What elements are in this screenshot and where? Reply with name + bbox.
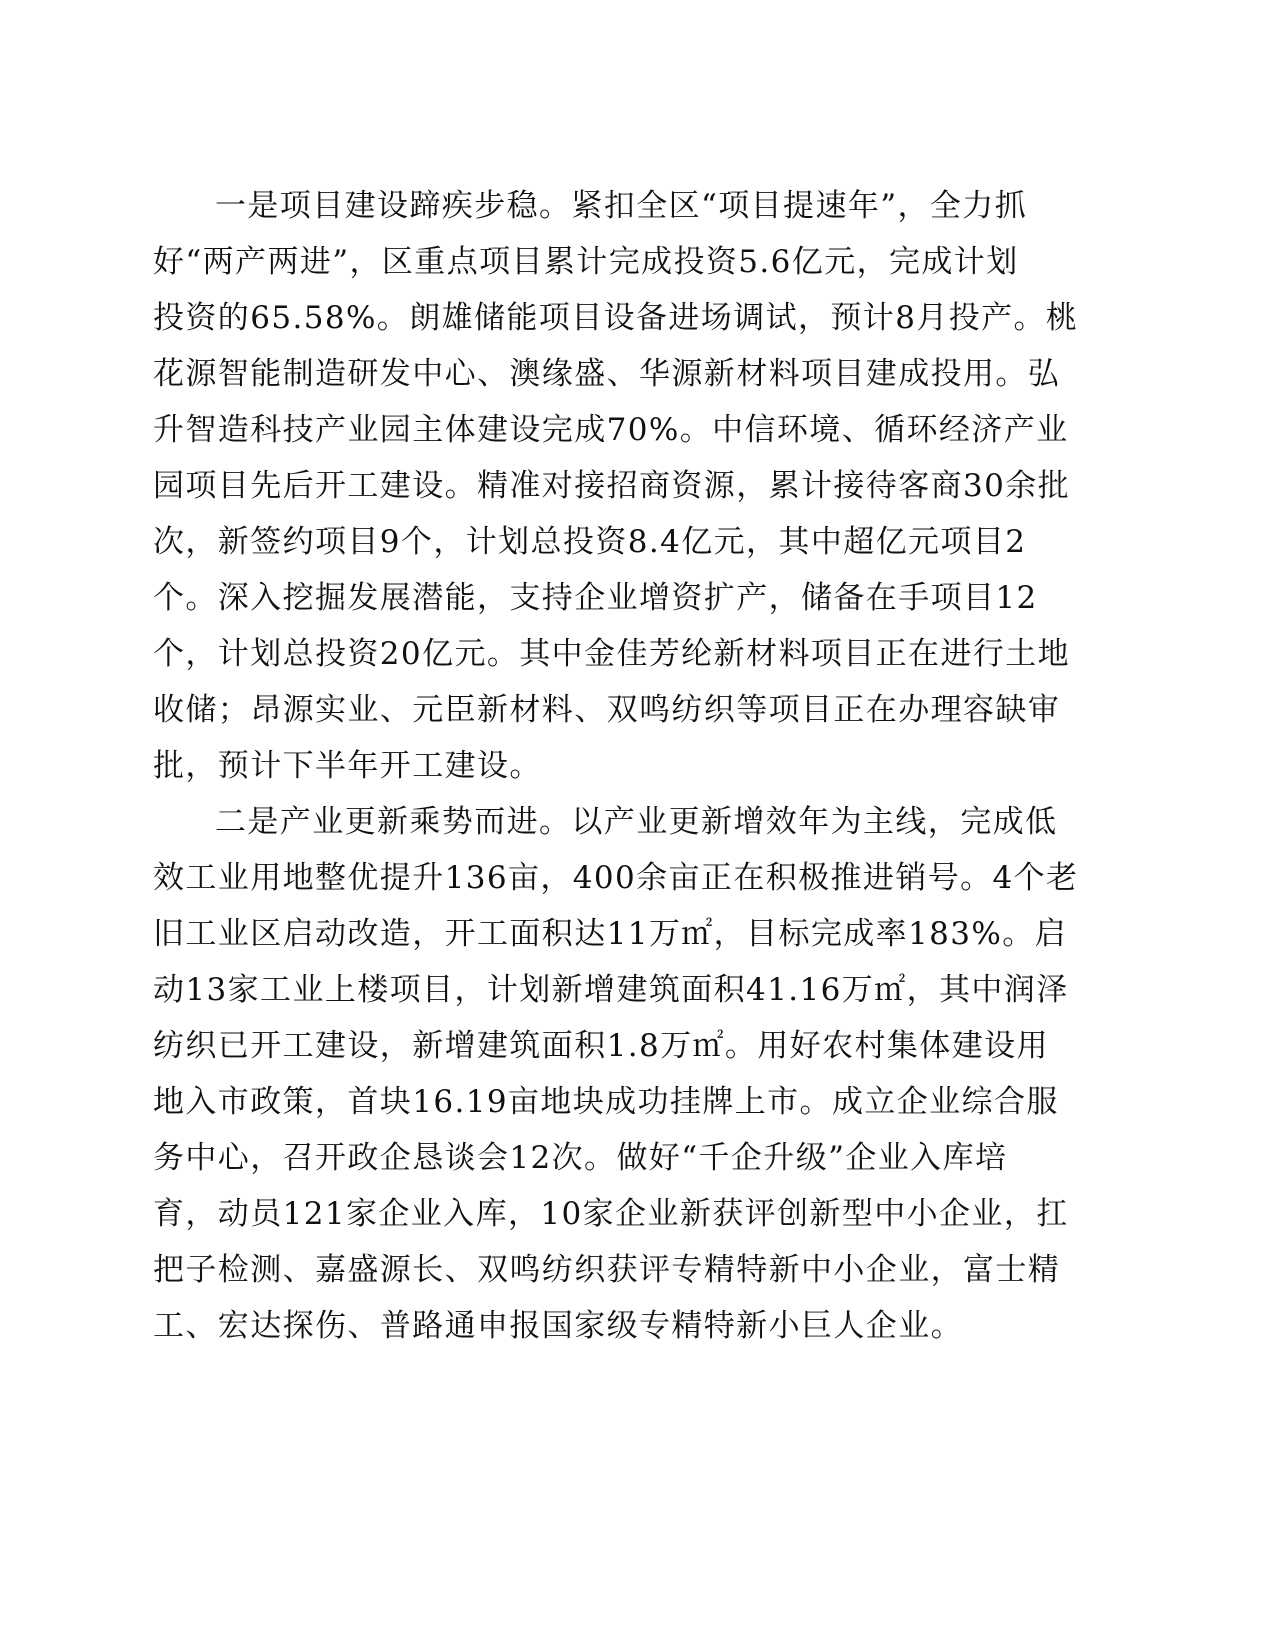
text-line: 动13家工业上楼项目，计划新增建筑面积41.16万㎡，其中润泽: [153, 972, 1069, 1008]
text-line: 批，预计下半年开工建设。: [153, 748, 542, 784]
text-line: 二是产业更新乘势而进。以产业更新增效年为主线，完成低: [215, 804, 1058, 840]
text-line: 效工业用地整优提升136亩，400余亩正在积极推进销号。4个老: [153, 860, 1079, 896]
text-line: 旧工业区启动改造，开工面积达11万㎡，目标完成率183%。启: [153, 916, 1068, 952]
text-line: 务中心，召开政企恳谈会12次。做好“千企升级”企业入库培: [153, 1140, 1008, 1176]
paragraph-project-construction: [153, 178, 1083, 794]
document-body: [153, 178, 1083, 1354]
text-line: 工、宏达探伤、普路通申报国家级专精特新小巨人企业。: [153, 1308, 963, 1344]
text-line: 花源智能制造研发中心、澳缘盛、华源新材料项目建成投用。弘: [153, 356, 1061, 392]
text-line: 园项目先后开工建设。精准对接招商资源，累计接待客商30余批: [153, 468, 1071, 504]
text-line: 升智造科技产业园主体建设完成70%。中信环境、循环经济产业: [153, 412, 1069, 448]
text-line: 育，动员121家企业入库，10家企业新获评创新型中小企业，扛: [153, 1196, 1069, 1232]
text-line: 次，新签约项目9个，计划总投资8.4亿元，其中超亿元项目2: [153, 524, 1027, 560]
text-line: 个，计划总投资20亿元。其中金佳芳纶新材料项目正在进行土地: [153, 636, 1071, 672]
text-line: 把子检测、嘉盛源长、双鸣纺织获评专精特新中小企业，富士精: [153, 1252, 1061, 1288]
paragraph-industry-renewal: [153, 794, 1083, 1354]
text-line: 投资的65.58%。朗雄储能项目设备进场调试，预计8月投产。桃: [153, 300, 1079, 336]
text-line: 纺织已开工建设，新增建筑面积1.8万㎡。用好农村集体建设用: [153, 1028, 1049, 1064]
text-line: 好“两产两进”，区重点项目累计完成投资5.6亿元，完成计划: [153, 244, 1019, 280]
text-line: 地入市政策，首块16.19亩地块成功挂牌上市。成立企业综合服: [153, 1084, 1059, 1120]
text-line: 个。深入挖掘发展潜能，支持企业增资扩产，储备在手项目12: [153, 580, 1038, 616]
text-line: 一是项目建设蹄疾步稳。紧扣全区“项目提速年”，全力抓: [215, 188, 1028, 224]
text-line: 收储；昂源实业、元臣新材料、双鸣纺织等项目正在办理容缺审: [153, 692, 1061, 728]
